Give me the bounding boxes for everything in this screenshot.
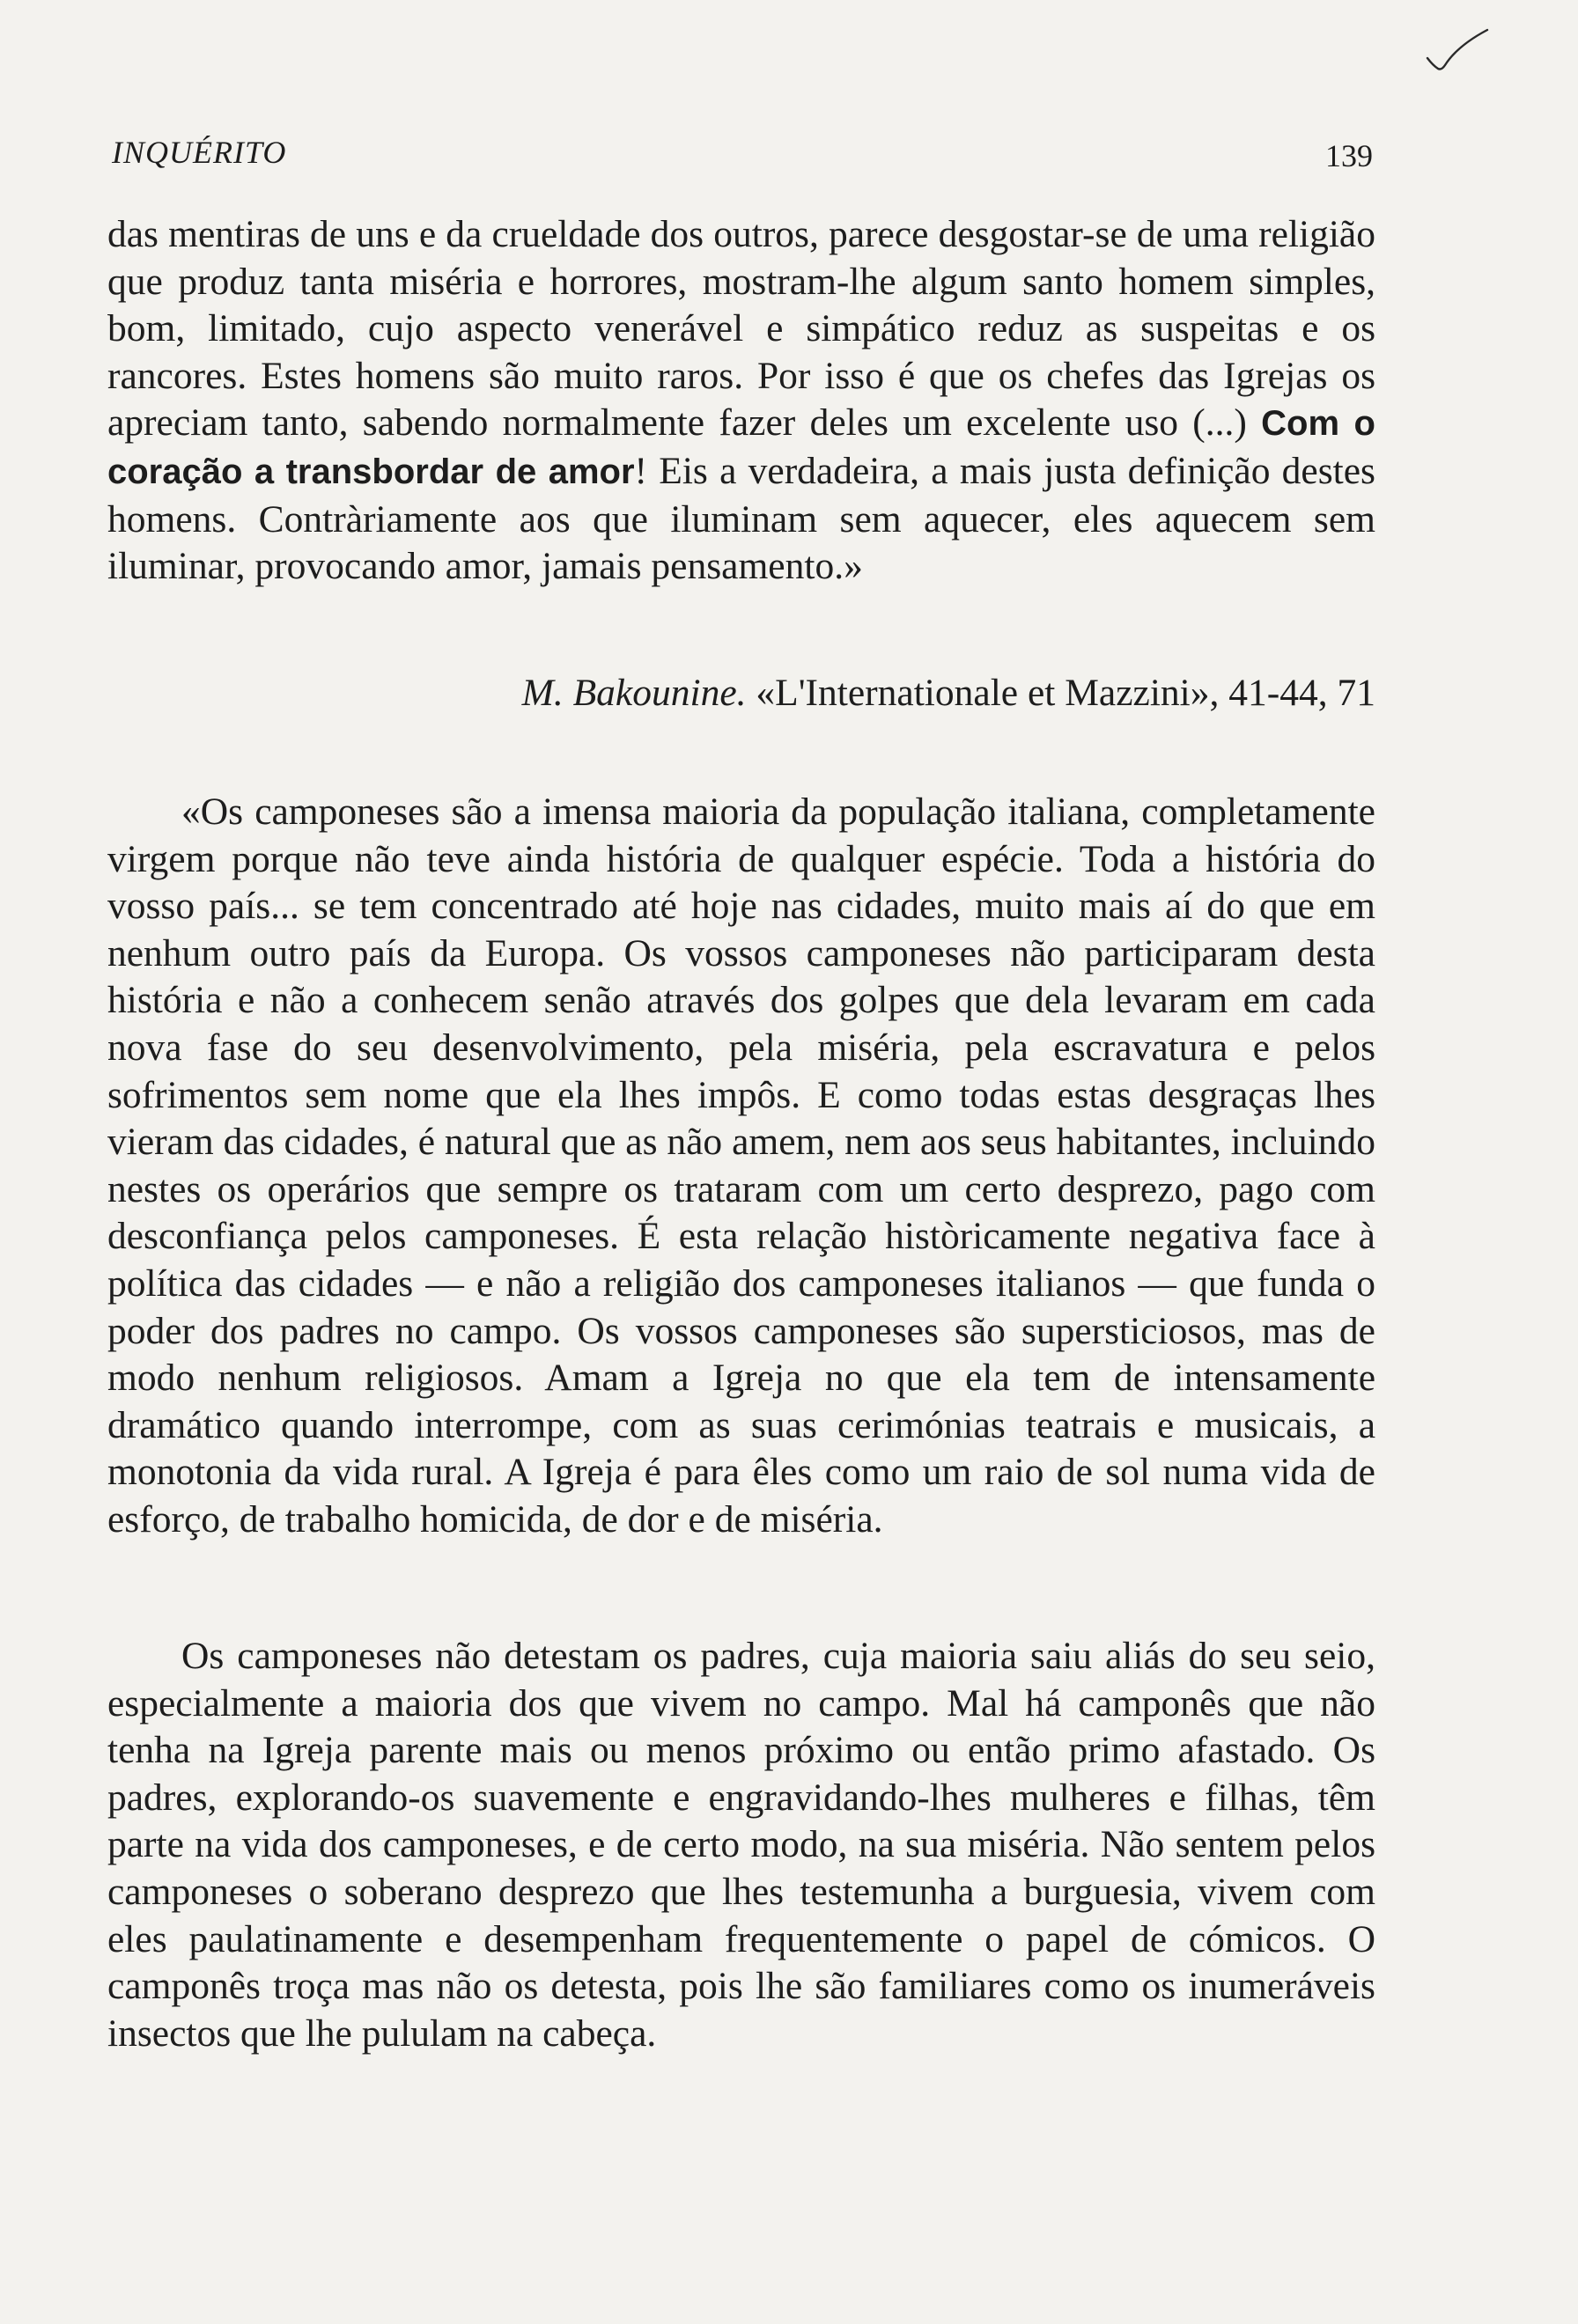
quote-emphasis: Com o coração a transbordar de amor	[107, 404, 1375, 491]
citation	[522, 670, 1375, 717]
quote-paragraph-2: «Os camponeses são a imensa maioria da população italiana, completamente virgem porque não teve ainda história de qualquer espécie. Toda a história do vosso país... se tem concentrado até hoje nas cidades, muito mais aí do que em nenhum outro país da Europa. Os vossos camponeses não participaram desta história e não a conhecem senão através dos golpes que dela levaram em cada nova fase do seu desenvolvimento, pela miséria, pela escravatura e pelos sofrimentos sem nome que ela lhes impôs. E como todas estas desgraças lhes vieram das cidades, é natural que as não amem, nem aos seus habitantes, incluindo nestes os operários que sempre os trataram com um certo desprezo, pago com desconfiança pelos camponeses. É esta relação històricamente negativa face à política das cidades — e não a religião dos camponeses italianos — que funda o poder dos padres no campo. Os vossos camponeses são supersticiosos, mas de modo nenhum religiosos. Amam a Igreja no que ela tem de intensamente dramático quando interrompe, com as suas cerimónias teatrais e musicais, a monotonia da vida rural. A Igreja é para êles como um raio de sol numa vida de esforço, de trabalho homicida, de dor e de miséria.	[107, 791, 1375, 1541]
citation-source: «L'Internationale et Mazzini», 41-44, 71	[746, 672, 1375, 714]
quote-paragraph-1	[107, 211, 1375, 591]
page-number: 139	[1325, 138, 1373, 173]
quote-text: das mentiras de uns e da crueldade dos outros, parece desgostar-se de uma religião que produz tanta miséria e horrores, mostram-lhe algum santo homem simples, bom, limitado, cujo aspecto venerável e simpático reduz as suspeitas e os rancores. Estes homens são muito raros. Por isso é que os chefes das Igrejas os apreciam tanto, sabendo normalmente fazer deles um excelente uso (...)	[107, 213, 1375, 445]
quote-text-continued: ! Eis a verdadeira, a mais justa definição destes homens. Contràriamente aos que iluminam sem aquecer, eles aquecem sem iluminar, provocando amor, jamais pensamento.»	[107, 449, 1375, 588]
handwritten-check-mark	[1422, 25, 1493, 77]
running-title: INQUÉRITO	[112, 135, 287, 170]
citation-author: M. Bakounine.	[521, 672, 747, 714]
quote-paragraph-3: Os camponeses não detestam os padres, cuja maioria saiu aliás do seu seio, especialmente a maioria dos que vivem no campo. Mal há camponês que não tenha na Igreja parente mais ou menos próximo ou então primo afastado. Os padres, explorando-os suavemente e engravidando-lhes mulheres e filhas, têm parte na vida dos camponeses, e de certo modo, na sua miséria. Não sentem pelos camponeses o soberano desprezo que lhes testemunha a burguesia, vivem com eles paulatinamente e desempenham frequentemente o papel de cómicos. O camponês troça mas não os detesta, pois lhe são familiares como os inumeráveis insectos que lhe pululam na cabeça.	[107, 1635, 1375, 2055]
